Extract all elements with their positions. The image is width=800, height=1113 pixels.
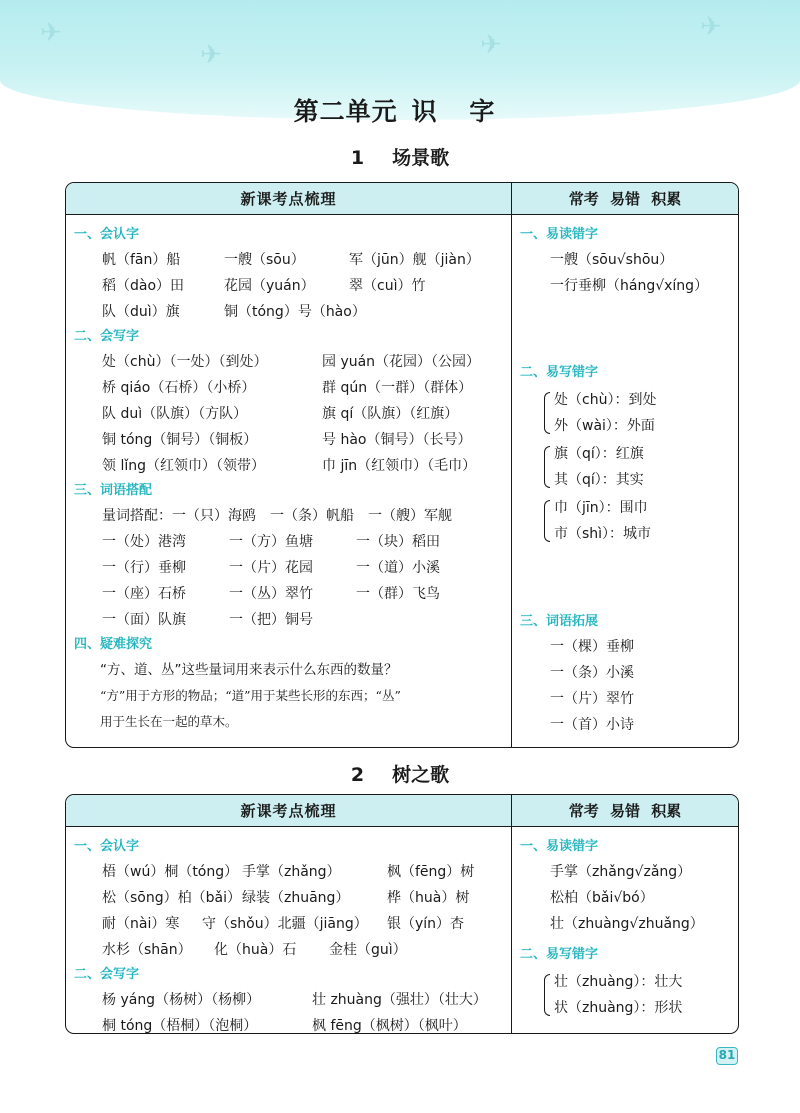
confusable-item: 市（shì）：城市: [554, 526, 652, 542]
char-item: 守（shǒu）北疆（jiāng）: [202, 916, 368, 932]
char-item: 花园（yuán）: [224, 278, 315, 294]
right-column-header: 常考 易错 积累: [568, 190, 682, 208]
tips-column: [512, 827, 738, 1033]
expansion-item: 一（棵）垂柳: [550, 639, 634, 655]
char-item: 化（huà）石: [214, 942, 297, 958]
char-item: 帆（fān）船: [102, 252, 181, 268]
char-item: 金桂（guì）: [329, 942, 407, 958]
misread-item: 一行垂柳（háng√xíng）: [550, 278, 709, 294]
write-item: 号 hào（铜号）（长号）: [322, 432, 472, 448]
paper-plane-icon: ✈: [480, 30, 502, 60]
paper-plane-icon: ✈: [200, 40, 222, 70]
write-item: 处（chù）（一处）（到处）: [102, 354, 268, 370]
brace-icon: [544, 392, 550, 434]
write-item: 桐 tóng（梧桐）（泡桐）: [102, 1018, 258, 1034]
lesson-2-title: [0, 760, 800, 787]
write-item: 杨 yáng（杨树）（杨柳）: [102, 992, 261, 1008]
section-title: 二、会写字: [74, 329, 140, 344]
answer-text: “方”用于方形的物品；“道”用于某些长形的东西；“丛”: [100, 688, 401, 703]
char-item: 一艘（sōu）: [224, 252, 305, 268]
confusable-group: [520, 387, 738, 439]
write-item: 铜 tóng（铜号）（铜板）: [102, 432, 258, 448]
misread-item: 壮（zhuàng√zhuǎng）: [550, 916, 704, 932]
panel-header: [66, 795, 738, 827]
left-column-header: 新课考点梳理: [66, 183, 512, 214]
confusable-item: 旗（qí）：红旗: [554, 446, 644, 462]
write-item: 队 duì（队旗）（方队）: [102, 406, 248, 422]
measure-word-row: [74, 555, 511, 581]
section-title: 一、易读错字: [520, 227, 599, 242]
measure-word-row: 量词搭配：一（只）海鸥 一（条）帆船 一（艘）军舰: [102, 508, 452, 524]
misread-item: 手掌（zhǎng√zǎng）: [550, 864, 692, 880]
confusable-item: 巾（jīn）：围巾: [554, 500, 648, 516]
lesson-name: 树之歌: [392, 764, 450, 786]
page-number: 81: [716, 1047, 738, 1065]
paper-plane-icon: ✈: [700, 12, 722, 42]
write-item: 园 yuán（花园）（公园）: [322, 354, 481, 370]
section-title: 二、易写错字: [520, 365, 599, 380]
measure-word-row: [74, 581, 511, 607]
confusable-group: [520, 441, 738, 493]
char-row: [74, 299, 511, 325]
measure-item: 一（块）稻田: [356, 534, 440, 550]
measure-item: 一（道）小溪: [356, 560, 440, 576]
unit-title-main: 第二单元: [293, 97, 398, 126]
confusable-item: 处（chù）：到处: [554, 392, 657, 408]
expansion-item: 一（条）小溪: [550, 665, 634, 681]
measure-item: 一（片）花园: [229, 560, 313, 576]
write-row: [74, 427, 511, 453]
section-title: 一、易读错字: [520, 839, 599, 854]
write-row: [74, 401, 511, 427]
write-item: 壮 zhuàng（强壮）（壮大）: [312, 992, 487, 1008]
measure-item: 一（丛）翠竹: [229, 586, 313, 602]
char-item: 队（duì）旗: [102, 304, 180, 320]
char-item: 手掌（zhǎng）: [242, 864, 341, 880]
measure-item: 一（把）铜号: [229, 612, 313, 628]
tips-column: [512, 215, 738, 747]
lesson-1-title: [0, 143, 800, 170]
section-title: 一、会认字: [74, 227, 140, 242]
expansion-item: 一（首）小诗: [550, 717, 634, 733]
measure-item: 一（行）垂柳: [102, 560, 186, 576]
lesson-1-panel: [65, 182, 739, 748]
unit-title-sub: 识 字: [411, 97, 507, 126]
char-row: [74, 911, 511, 937]
write-row: [74, 987, 511, 1013]
brace-icon: [544, 500, 550, 542]
write-item: 巾 jīn（红领巾）（毛巾）: [322, 458, 477, 474]
measure-item: 一（处）港湾: [102, 534, 186, 550]
confusable-group: [520, 495, 738, 547]
confusable-item: 状（zhuàng）：形状: [554, 1000, 683, 1016]
write-row: [74, 453, 511, 479]
panel-header: [66, 183, 738, 215]
confusable-item: 其（qí）：其实: [554, 472, 644, 488]
measure-item: 一（面）队旗: [102, 612, 186, 628]
lesson-number: 2: [350, 764, 365, 786]
misread-item: 松柏（bǎi√bó）: [550, 890, 654, 906]
write-row: [74, 349, 511, 375]
char-row: [74, 247, 511, 273]
section-title: 一、会认字: [74, 839, 140, 854]
char-item: 松（sōng）柏（bǎi）: [102, 890, 241, 906]
char-item: 绿装（zhuāng）: [242, 890, 350, 906]
section-title: 四、疑难探究: [74, 637, 153, 652]
confusable-item: 外（wài）：外面: [554, 418, 655, 434]
char-item: 铜（tóng）号（hào）: [224, 304, 366, 320]
lesson-name: 场景歌: [392, 147, 450, 169]
write-row: [74, 375, 511, 401]
measure-item: 一（方）鱼塘: [229, 534, 313, 550]
section-title: 三、词语拓展: [520, 614, 599, 629]
char-row: [74, 937, 511, 963]
confusable-item: 壮（zhuàng）：壮大: [554, 974, 683, 990]
section-title: 二、会写字: [74, 967, 140, 982]
measure-word-row: [74, 607, 511, 633]
confusable-group: [520, 969, 738, 1021]
misread-item: 一艘（sōu√shōu）: [550, 252, 674, 268]
section-title: 二、易写错字: [520, 947, 599, 962]
write-item: 领 lǐng（红领巾）（领带）: [102, 458, 265, 474]
measure-item: 一（群）飞鸟: [356, 586, 440, 602]
lesson-number: 1: [350, 147, 365, 169]
char-row: [74, 273, 511, 299]
char-item: 水杉（shān）: [102, 942, 192, 958]
answer-text: 用于生长在一起的草木。: [100, 714, 238, 729]
brace-icon: [544, 446, 550, 488]
measure-word-row: [74, 529, 511, 555]
char-row: [74, 885, 511, 911]
measure-item: 一（座）石桥: [102, 586, 186, 602]
write-item: 群 qún（一群）（群体）: [322, 380, 473, 396]
question-text: “方、道、丛”这些量词用来表示什么东西的数量？: [100, 662, 398, 678]
left-column-header: 新课考点梳理: [66, 795, 512, 826]
lesson-2-panel: [65, 794, 739, 1034]
unit-title: [0, 92, 800, 128]
char-item: 银（yín）杏: [387, 916, 465, 932]
write-item: 旗 qí（队旗）（红旗）: [322, 406, 459, 422]
brace-icon: [544, 974, 550, 1016]
char-item: 桦（huà）树: [387, 890, 470, 906]
char-item: 枫（fēng）树: [387, 864, 475, 880]
expansion-item: 一（片）翠竹: [550, 691, 634, 707]
char-item: 稻（dào）田: [102, 278, 185, 294]
char-item: 翠（cuì）竹: [349, 278, 426, 294]
study-points-column: [66, 827, 512, 1033]
char-item: 军（jūn）舰（jiàn）: [349, 252, 480, 268]
write-item: 枫 fēng（枫树）（枫叶）: [312, 1018, 467, 1034]
char-row: [74, 859, 511, 885]
write-item: 桥 qiáo（石桥）（小桥）: [102, 380, 256, 396]
section-title: 三、词语搭配: [74, 483, 153, 498]
paper-plane-icon: ✈: [40, 18, 62, 48]
char-item: 耐（nài）寒: [102, 916, 180, 932]
write-row: [74, 1013, 511, 1034]
study-points-column: [66, 215, 512, 747]
right-column-header: 常考 易错 积累: [568, 802, 682, 820]
char-item: 梧（wú）桐（tóng）: [102, 864, 239, 880]
